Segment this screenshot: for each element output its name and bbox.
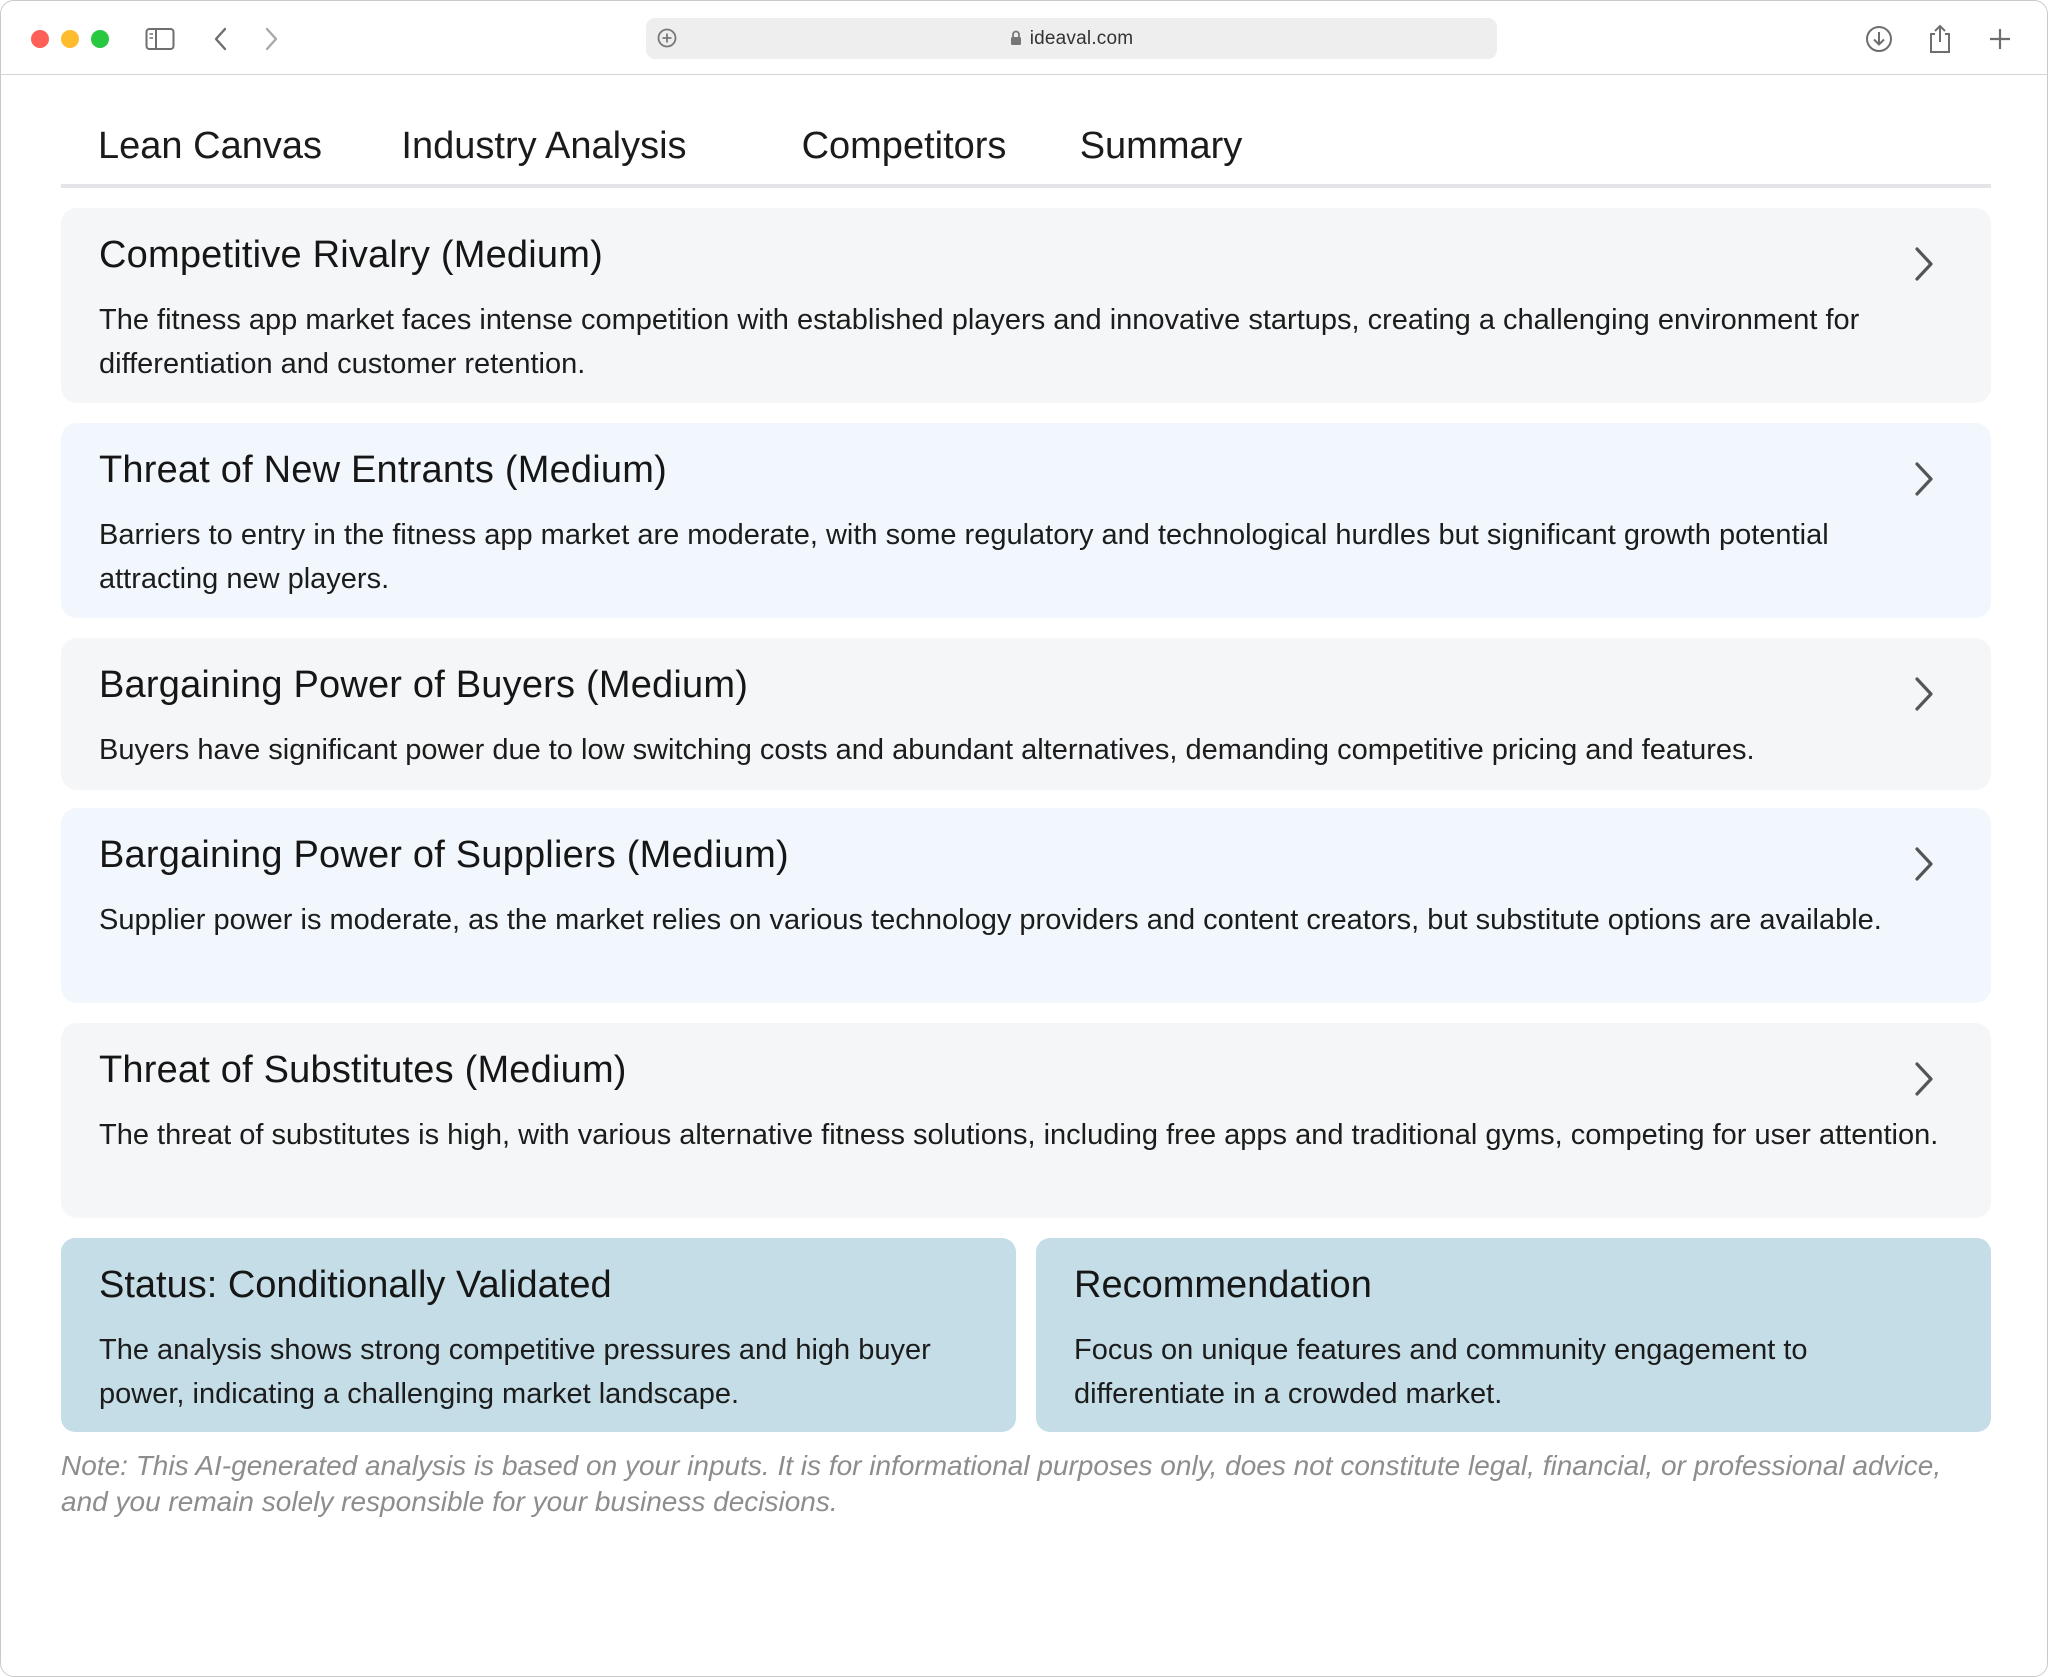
lock-icon [1010, 30, 1022, 52]
force-card-new-entrants[interactable] [61, 423, 1991, 618]
force-description: Barriers to entry in the fitness app market are moderate, with some regulatory and technological hurdles but significant growth potential attracting new players. [99, 519, 1829, 595]
share-icon[interactable] [1922, 21, 1958, 57]
zoom-window-button[interactable] [91, 30, 109, 48]
force-description: The fitness app market faces intense competition with established players and innovative startups, creating a challenging environment for differentiation and customer retention. [99, 304, 1860, 380]
url-text: ideaval.com [1029, 28, 1134, 49]
force-card-competitive-rivalry[interactable] [61, 208, 1991, 403]
forward-icon[interactable] [253, 21, 289, 57]
tab-label: Summary [1079, 125, 1243, 167]
force-title: Competitive Rivalry (Medium) [99, 234, 603, 276]
new-tab-icon[interactable] [1982, 21, 2018, 57]
chevron-right-icon[interactable] [1909, 459, 1939, 499]
status-description: The analysis shows strong competitive pressures and high buyer power, indicating a challenging market landscape. [99, 1334, 931, 1410]
address-bar[interactable] [646, 18, 1497, 59]
force-card-supplier-power[interactable] [61, 808, 1991, 1003]
sidebar-toggle-icon[interactable] [142, 21, 178, 57]
force-card-buyer-power[interactable] [61, 638, 1991, 790]
chevron-right-icon[interactable] [1909, 844, 1939, 884]
status-title: Status: Conditionally Validated [99, 1264, 612, 1306]
url-display [646, 28, 1497, 52]
force-description: Buyers have significant power due to low switching costs and abundant alternatives, demanding competitive pricing and features. [99, 734, 1755, 766]
page-content [1, 75, 2047, 1676]
recommendation-box [1036, 1238, 1991, 1432]
recommendation-description: Focus on unique features and community engagement to differentiate in a crowded market. [1074, 1334, 1808, 1410]
force-title: Bargaining Power of Suppliers (Medium) [99, 834, 789, 876]
tab-label: Lean Canvas [98, 125, 322, 167]
chevron-right-icon[interactable] [1909, 674, 1939, 714]
back-icon[interactable] [203, 21, 239, 57]
status-box [61, 1238, 1016, 1432]
force-title: Threat of Substitutes (Medium) [99, 1049, 627, 1091]
force-title: Bargaining Power of Buyers (Medium) [99, 664, 749, 706]
tab-label: Competitors [801, 125, 1007, 167]
chevron-right-icon[interactable] [1909, 1059, 1939, 1099]
downloads-icon[interactable] [1861, 21, 1897, 57]
minimize-window-button[interactable] [61, 30, 79, 48]
disclaimer-note: Note: This AI-generated analysis is based on your inputs. It is for informational purposes only, does not constitute legal, financial, or professional advice, and you remain solely responsible for your business decisions. [61, 1450, 1942, 1517]
close-window-button[interactable] [31, 30, 49, 48]
browser-toolbar [1, 1, 2047, 75]
force-title: Threat of New Entrants (Medium) [99, 449, 667, 491]
force-description: Supplier power is moderate, as the market relies on various technology providers and content creators, but substitute options are available. [99, 904, 1882, 936]
tab-label: Industry Analysis [401, 125, 687, 167]
force-description: The threat of substitutes is high, with various alternative fitness solutions, including free apps and traditional gyms, competing for user attention. [99, 1119, 1939, 1151]
recommendation-title: Recommendation [1074, 1264, 1372, 1306]
force-card-substitutes[interactable] [61, 1023, 1991, 1218]
chevron-right-icon[interactable] [1909, 244, 1939, 284]
